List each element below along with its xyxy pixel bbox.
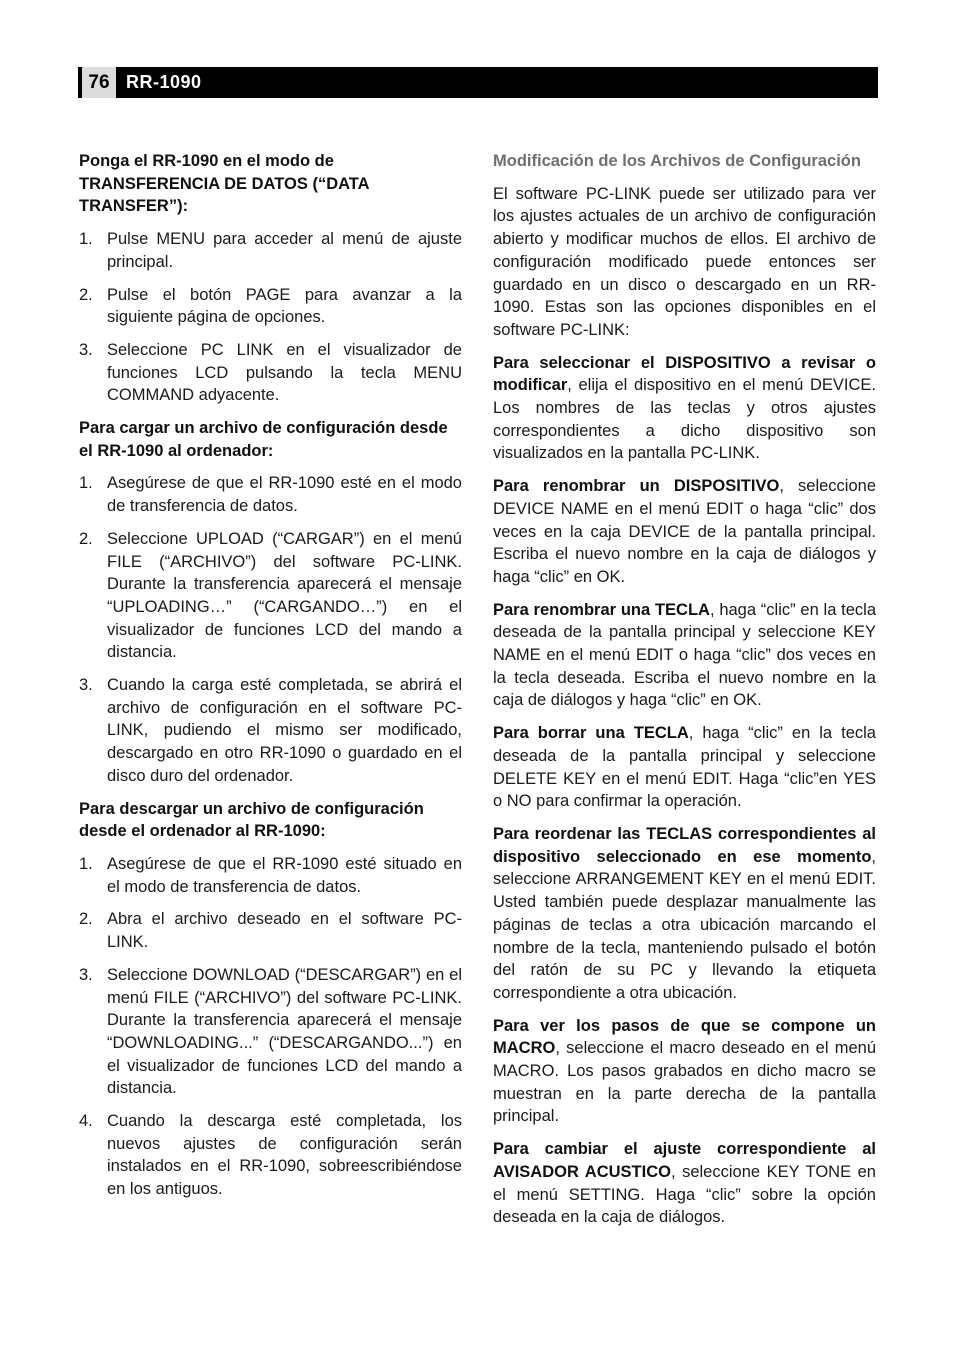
option-paragraph (493, 352, 876, 466)
list-item (79, 284, 462, 329)
item-text: Seleccione UPLOAD (“CARGAR”) en el menú FILE (“ARCHIVO”) del software PC-LINK. Durante la transferencia aparecerá el mensaje “UPLOADING…” (“CARGANDO…”) en el visualizador de funciones LCD del mando a distancia. (107, 529, 462, 662)
item-text: Asegúrese de que el RR-1090 esté en el modo de transferencia de datos. (107, 474, 462, 516)
option-paragraph (493, 1138, 876, 1229)
section-title-modify-config: Modificación de los Archivos de Configuración (493, 152, 861, 170)
option-text: , haga “clic” en la tecla deseada de la pantalla principal y seleccione DELETE KEY en el menú EDIT. Haga “clic”en YES o NO para confirmar la operación. (493, 724, 876, 811)
upload-steps (79, 472, 462, 787)
item-number: 2. (79, 285, 93, 304)
section-title-download: Para descargar un archivo de configuración desde el ordenador al RR-1090: (79, 799, 424, 841)
option-heading: Para seleccionar el DISPOSITIVO a revisar o modificar (493, 353, 876, 395)
section-title-upload: Para cargar un archivo de configuración desde el RR-1090 al ordenador: (79, 419, 448, 460)
option-paragraph (493, 823, 876, 1005)
option-heading: Para cambiar el ajuste correspondiente al AVISADOR ACUSTICO (493, 1140, 876, 1181)
item-number: 3. (79, 676, 93, 695)
item-text: Abra el archivo deseado en el software PC-LINK. (107, 910, 462, 952)
item-text: Seleccione DOWNLOAD (“DESCARGAR”) en el menú FILE (“ARCHIVO”) del software PC-LINK. Durante la transferencia aparecerá el mensaje “DOWNLOADING...” (“DESCARGANDO...”) en el visualizador de funciones LCD del mando a distancia. (107, 965, 462, 1098)
item-text: Cuando la descarga esté completada, los nuevos ajustes de configuración serán instalados en el RR-1090, sobreescribiéndose en los antiguos. (107, 1112, 462, 1199)
item-text: Asegúrese de que el RR-1090 esté situado en el modo de transferencia de datos. (107, 854, 462, 896)
item-number: 1. (79, 230, 93, 249)
option-heading: Para ver los pasos de que se compone un MACRO (493, 1016, 876, 1058)
item-number: 2. (79, 529, 93, 548)
item-text: Pulse MENU para acceder al menú de ajuste principal. (107, 230, 462, 271)
download-steps (79, 853, 462, 1201)
section-title-data-transfer: Ponga el RR-1090 en el modo de TRANSFERENCIA DE DATOS (“DATA TRANSFER”): (79, 152, 369, 216)
list-item (79, 908, 462, 953)
option-text: , seleccione ARRANGEMENT KEY en el menú EDIT. Usted también puede desplazar manualmente las páginas de teclas a otra ubicación marcando el nombre de la tecla, manteniendo pulsado el botón del ratón de su PC y llevando la etiqueta correspondiente a otra ubicación. (493, 847, 876, 1002)
item-number: 1. (79, 474, 93, 493)
option-paragraph (493, 722, 876, 813)
option-text: , haga “clic” en la tecla deseada de la pantalla principal y seleccione KEY NAME en el menú EDIT o haga “clic” dos veces en la tecla deseada. Escriba el nuevo nombre en la caja de diálogos y haga “clic” en OK. (493, 600, 876, 710)
list-item (79, 339, 462, 407)
option-paragraph (493, 1015, 876, 1129)
item-text: Seleccione PC LINK en el visualizador de funciones LCD pulsando la tecla MENU COMMAND adyacente. (107, 340, 462, 405)
intro-paragraph: El software PC-LINK puede ser utilizado para ver los ajustes actuales de un archivo de configuración abierto y modificar muchos de ellos. El archivo de configuración modificado puede entonces ser guardado en un disco o descargado en un RR-1090. Estas son las opciones disponibles en el software PC-LINK: (493, 184, 876, 339)
model-name: RR-1090 (126, 72, 202, 92)
option-text: , seleccione el macro deseado en el menú MACRO. Los pasos grabados en dicho macro se muestran en la parte derecha de la pantalla principal. (493, 1039, 876, 1126)
option-heading: Para renombrar un DISPOSITIVO (493, 477, 780, 496)
option-heading: Para reordenar las TECLAS correspondientes al dispositivo seleccionado en ese momento (493, 824, 876, 866)
list-item (79, 964, 462, 1100)
list-item (79, 528, 462, 664)
list-item (79, 853, 462, 898)
page-number: 76 (82, 67, 116, 98)
item-number: 3. (79, 965, 93, 984)
list-item (79, 674, 462, 788)
option-text: , seleccione KEY TONE en el menú SETTING. Haga “clic” sobre la opción deseada en la caja de diálogos. (493, 1162, 876, 1227)
item-number: 2. (79, 910, 93, 929)
item-number: 3. (79, 340, 93, 359)
option-paragraph (493, 475, 876, 589)
page-header (78, 67, 878, 98)
data-transfer-steps (79, 228, 462, 407)
left-column (79, 150, 462, 1211)
list-item (79, 1110, 462, 1201)
option-heading: Para renombrar una TECLA (493, 600, 710, 619)
list-item (79, 228, 462, 273)
option-paragraph (493, 599, 876, 713)
option-heading: Para borrar una TECLA (493, 724, 689, 743)
list-item (79, 472, 462, 517)
option-text: , elija el dispositivo en el menú DEVICE. Los nombres de las teclas y otros ajustes correspondientes a dicho dispositivo son visualizados en la pantalla PC-LINK. (493, 376, 876, 463)
item-number: 4. (79, 1112, 93, 1131)
item-text: Pulse el botón PAGE para avanzar a la siguiente página de opciones. (107, 285, 462, 327)
option-text: , seleccione DEVICE NAME en el menú EDIT o haga “clic” dos veces en la caja DEVICE de la pantalla principal. Escriba el nuevo nombre en la caja de diálogos y haga “clic” en OK. (493, 477, 876, 586)
item-text: Cuando la carga esté completada, se abrirá el archivo de configuración en el software PC-LINK, pudiendo el mismo ser modificado, descargado en otro RR-1090 o guardado en el disco duro del ordenador. (107, 676, 462, 785)
item-number: 1. (79, 854, 93, 873)
right-column (493, 150, 876, 1239)
